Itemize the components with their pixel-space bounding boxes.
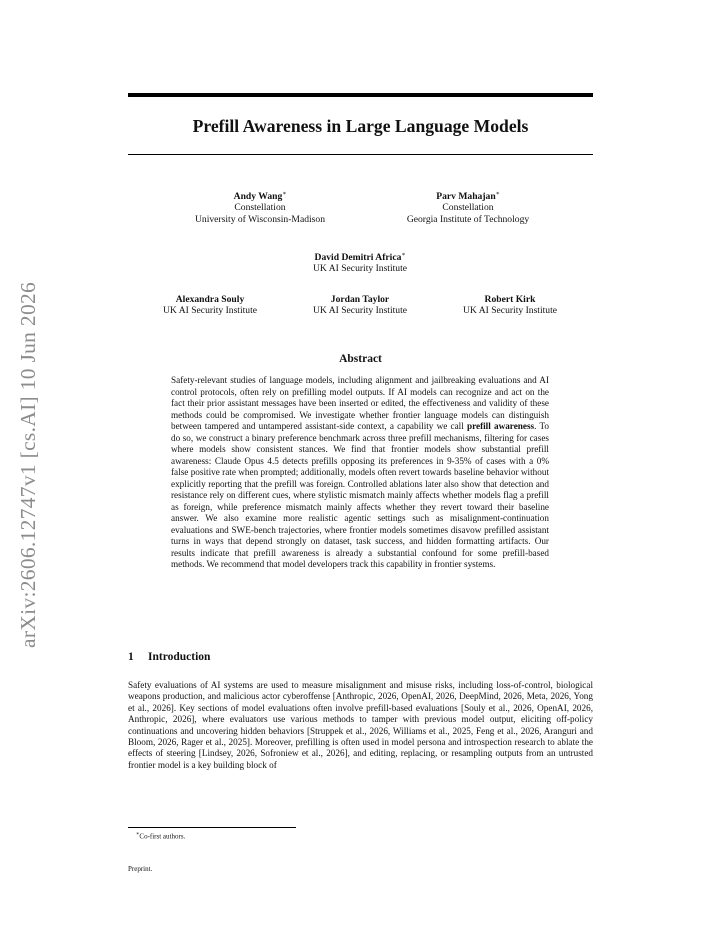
author-affiliation: Constellation bbox=[442, 202, 494, 214]
author-affiliation: UK AI Security Institute bbox=[312, 305, 408, 317]
introduction-text: Safety evaluations of AI systems are used to measure misalignment and misuse risks, including loss-of-control, biological weapons production, and malicious actor cyberoffense [Anthropic, 2026, OpenAI, 2026, DeepMind, 2026, Meta, 2026, Yong et al., 2026]. Key sections of model evaluations often involve prefill-based evaluations [Souly et al., 2026, OpenAI, 2026, Anthropic, 2026], where evaluators use various methods to tamper with previous model output, eliciting off-policy continuations and uncovering hidden behaviors [Struppek et al., 2026, Williams et al., 2025, Feng et al., 2026, Aranguri and Bloom, 2026, Rager et al., 2025]. Moreover, prefilling is often used in model persona and introspection research to ablate the effects of steering [Lindsey, 2026, Sofroniew et al., 2026], and editing, replacing, or resampling outputs from an untrusted frontier model is a key building block of bbox=[128, 680, 593, 770]
author-affiliation: UK AI Security Institute bbox=[312, 263, 408, 275]
author-affiliation: University of Wisconsin-Madison bbox=[194, 213, 325, 225]
section-number: 1 bbox=[128, 651, 134, 663]
author-block bbox=[280, 250, 440, 275]
author-name: Parv Mahajan∗ bbox=[436, 191, 500, 203]
footnote: ∗Co-first authors. bbox=[136, 832, 186, 841]
author-name: David Demitri Africa∗ bbox=[314, 252, 406, 264]
author-name: Andy Wang∗ bbox=[233, 191, 287, 203]
author-name: Alexandra Souly bbox=[175, 294, 245, 305]
author-affiliation: UK AI Security Institute bbox=[462, 305, 558, 317]
section-heading bbox=[128, 651, 210, 663]
title-top-rule bbox=[128, 93, 593, 97]
author-block bbox=[434, 294, 586, 317]
author-block bbox=[134, 294, 286, 317]
footnote-rule bbox=[128, 827, 296, 828]
arxiv-identifier: arXiv:2606.12747v1 [cs.AI] 10 Jun 2026 bbox=[16, 281, 40, 648]
author-affiliation: Georgia Institute of Technology bbox=[406, 213, 530, 225]
author-block bbox=[284, 294, 436, 317]
abstract-key-term: prefill awareness bbox=[466, 421, 535, 431]
author-affiliation: UK AI Security Institute bbox=[162, 305, 258, 317]
abstract-text: Safety-relevant studies of language models, including alignment and jailbreaking evaluations and AI control protocols, often rely on prefilling model outputs. If AI models can recognize and act on the fact their prior assistant messages have been inserted or edited, the effectiveness and validity of these methods could be compromised. We investigate whether frontier language models can distinguish between tampered and untampered assistant-side context, a capability we call prefill awareness. To do so, we construct a binary preference benchmark across three prefill mechanisms, filtering for cases where models show consistent stances. We find that frontier models show substantial prefill awareness: Claude Opus 4.5 detects prefills opposing its preferences in 9-35% of cases with a 0% false positive rate when prompted; additionally, models often revert towards baseline behavior without explicitly reporting that the prefill was foreign. Controlled ablations later also show that detection and resistance rely on different cues, where stylistic mismatch mainly affects whether models flag a prefill as foreign, while preference mismatch mainly affects whether they revert toward their baseline answer. We also examine more realistic agentic settings such as misalignment-continuation evaluations and SWE-bench trajectories, where frontier models sometimes disavow prefilled assistant turns in ways that depend strongly on dataset, task success, and hidden formatting artifacts. Our results indicate that prefill awareness is already a substantial confound for some prefill-based methods. We recommend that model developers track this capability in frontier systems. bbox=[171, 375, 550, 569]
section-title: Introduction bbox=[148, 651, 211, 663]
author-block bbox=[168, 189, 352, 225]
author-affiliation: Constellation bbox=[234, 202, 286, 214]
preprint-label: Preprint. bbox=[128, 865, 153, 873]
title-bottom-rule bbox=[128, 154, 593, 155]
author-name: Jordan Taylor bbox=[330, 294, 390, 305]
abstract-heading: Abstract bbox=[339, 353, 382, 365]
paper-title: Prefill Awareness in Large Language Models bbox=[192, 116, 529, 136]
author-block bbox=[384, 189, 552, 225]
author-name: Robert Kirk bbox=[484, 294, 536, 305]
